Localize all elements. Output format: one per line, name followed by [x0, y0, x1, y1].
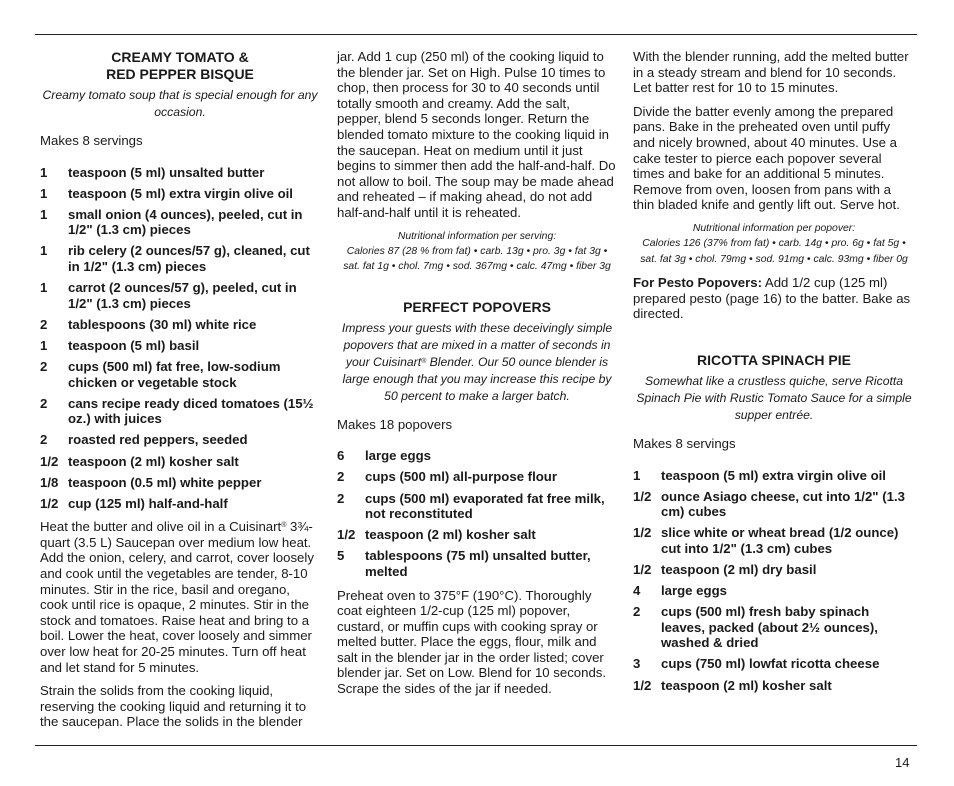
ricotta-intro: Somewhat like a crustless quiche, serve Ricotta Spinach Pie with Rustic Tomato Sauce for a simple supper entrée.	[636, 373, 912, 422]
ingredient-text: teaspoon (2 ml) kosher salt	[68, 453, 239, 469]
ingredient-quantity: 1/2	[633, 488, 652, 504]
column-2	[337, 49, 617, 697]
ingredient-quantity: 1	[40, 185, 48, 201]
ricotta-ingredient-list	[633, 468, 915, 694]
ingredient-item	[633, 525, 915, 556]
bisque-title	[40, 49, 320, 83]
ingredient-item	[40, 454, 320, 470]
bisque-title-line1: CREAMY TOMATO &	[111, 49, 249, 65]
ingredient-text: cups (750 ml) lowfat ricotta cheese	[661, 656, 880, 672]
pesto-popovers-label: For Pesto Popovers:	[633, 275, 762, 291]
ingredient-text: cups (500 ml) fresh baby spinach leaves, packed (about 2½ ounces), washed & dried	[661, 604, 878, 651]
ingredient-text: teaspoon (2 ml) dry basil	[661, 562, 817, 577]
ingredient-item	[633, 468, 915, 484]
ingredient-text: cups (500 ml) all-purpose flour	[365, 469, 557, 485]
ingredient-quantity: 1/8	[40, 474, 59, 490]
ingredient-item	[337, 527, 617, 543]
ingredient-item	[633, 656, 915, 672]
ingredient-quantity: 2	[633, 604, 641, 620]
ingredient-item	[40, 317, 320, 333]
column-1	[40, 49, 320, 730]
ingredient-item	[40, 359, 320, 390]
ingredient-item	[633, 489, 915, 520]
popovers-servings: Makes 18 popovers	[337, 416, 453, 432]
popovers-nutrition-heading: Nutritional information per popover:	[692, 222, 856, 234]
ingredient-text: teaspoon (2 ml) kosher salt	[365, 527, 536, 543]
popovers-nutrition	[633, 221, 915, 267]
ingredient-text: ounce Asiago cheese, cut into 1/2" (1.3 cm) cubes	[661, 488, 905, 520]
ingredient-item	[633, 562, 915, 578]
ingredient-item	[40, 432, 320, 448]
popovers-step-3: Divide the batter evenly among the prepared pans. Bake in the preheated oven until puffy and nicely browned, about 40 minutes. Use a cake tester to pierce each popover several times and bake for an additional 5 minutes. Remove from oven, loosen from pans with a thin bladed knife and gently lift out. Serve hot.	[633, 103, 900, 213]
ingredient-text: cups (500 ml) evaporated fat free milk, not reconstituted	[365, 490, 605, 522]
ingredient-quantity: 1	[633, 467, 641, 483]
registered-mark: ®	[421, 357, 427, 365]
ingredient-item	[633, 604, 915, 651]
ingredient-text: tablespoons (75 ml) unsalted butter, melted	[365, 548, 591, 579]
column-3	[633, 49, 915, 699]
ingredient-quantity: 1	[40, 280, 48, 296]
ingredient-item	[337, 491, 617, 522]
bisque-nutrition-heading: Nutritional information per serving:	[397, 230, 557, 242]
bottom-rule	[35, 745, 917, 746]
ingredient-quantity: 2	[40, 432, 48, 448]
ingredient-quantity: 1	[40, 164, 48, 180]
ingredient-quantity: 6	[337, 448, 345, 464]
ingredient-item	[40, 207, 320, 238]
ingredient-item	[40, 396, 320, 427]
ingredient-quantity: 2	[337, 490, 345, 506]
page-number: 14	[895, 755, 910, 770]
bisque-nutrition-values: Calories 87 (28 % from fat) • carb. 13g • pro. 3g • fat 3g • sat. fat 1g • chol. 7mg • sod. 367mg • calc. 47mg • fiber 3g	[343, 245, 611, 273]
bisque-step-1	[40, 519, 320, 675]
ingredient-item	[40, 165, 320, 181]
ingredient-text: small onion (4 ounces), peeled, cut in 1/2" (1.3 cm) pieces	[68, 206, 303, 238]
registered-mark: ®	[281, 522, 287, 530]
ingredient-text: teaspoon (2 ml) kosher salt	[661, 677, 832, 693]
ingredient-text: large eggs	[661, 583, 727, 599]
ingredient-text: carrot (2 ounces/57 g), peeled, cut in 1/2" (1.3 cm) pieces	[68, 280, 297, 311]
ingredient-quantity: 1	[40, 243, 48, 259]
ingredient-quantity: 1/2	[633, 562, 652, 577]
ingredient-quantity: 1	[40, 206, 48, 222]
popovers-intro	[337, 320, 617, 405]
ingredient-text: teaspoon (5 ml) extra virgin olive oil	[661, 467, 886, 483]
ingredient-item	[40, 338, 320, 354]
bisque-intro: Creamy tomato soup that is special enough for any occasion.	[42, 88, 318, 119]
ingredient-text: large eggs	[365, 448, 431, 464]
ingredient-text: slice white or wheat bread (1/2 ounce) cut into 1/2" (1.3 cm) cubes	[661, 525, 899, 556]
ingredient-text: rib celery (2 ounces/57 g), cleaned, cut in 1/2" (1.3 cm) pieces	[68, 243, 310, 275]
bisque-ingredient-list	[40, 165, 320, 512]
ingredient-item	[40, 280, 320, 311]
ingredient-quantity: 1/2	[633, 677, 652, 693]
ingredient-quantity: 1/2	[40, 453, 59, 469]
popovers-nutrition-values: Calories 126 (37% from fat) • carb. 14g • pro. 6g • fat 5g • sat. fat 3g • chol. 79mg • sod. 91mg • calc. 93mg • fiber 0g	[640, 238, 908, 265]
ingredient-text: roasted red peppers, seeded	[68, 432, 248, 448]
ingredient-quantity: 2	[40, 316, 48, 332]
ingredient-quantity: 2	[337, 469, 345, 485]
pesto-popovers-note	[633, 275, 915, 322]
ingredient-item	[40, 186, 320, 202]
ingredient-text: cups (500 ml) fat free, low-sodium chicken or vegetable stock	[68, 359, 281, 390]
ingredient-quantity: 1	[40, 337, 48, 353]
bisque-servings: Makes 8 servings	[40, 133, 143, 148]
ingredient-text: teaspoon (5 ml) extra virgin olive oil	[68, 185, 293, 201]
bisque-step-2-part2: jar. Add 1 cup (250 ml) of the cooking liquid to the blender jar. Set on High. Pulse 10 times to chop, then process for 30 to 40 seconds until totally smooth and creamy. Add the salt, pepper, blend 5 seconds longer. Return the blended tomato mixture to the cooking liquid in the saucepan. Heat on medium until it just begins to simmer then add the half-and-half. Do not allow to boil. The soup may be made ahead and reheated – if making ahead, do not add half-and-half until it is reheated.	[337, 49, 616, 220]
ingredient-text: cup (125 ml) half-and-half	[68, 495, 228, 511]
ingredient-text: cans recipe ready diced tomatoes (15½ oz.) with juices	[68, 395, 314, 427]
bisque-title-line2: RED PEPPER BISQUE	[106, 66, 254, 82]
ingredient-quantity: 2	[40, 359, 48, 375]
ingredient-text: teaspoon (0.5 ml) white pepper	[68, 474, 262, 490]
popovers-intro-rest: Blender. Our 50 ounce blender is large enough that you may increase this recipe by 50 percent to make a larger batch.	[342, 354, 612, 403]
ingredient-item	[633, 678, 915, 694]
ingredient-quantity: 1/2	[633, 525, 652, 541]
popovers-ingredient-list	[337, 448, 617, 579]
ingredient-item	[633, 583, 915, 599]
ingredient-quantity: 4	[633, 583, 641, 599]
pesto-popovers-text: Add 1/2 cup (125 ml) prepared pesto (page 16) to the batter. Bake as directed.	[633, 275, 911, 322]
ricotta-servings: Makes 8 servings	[633, 435, 736, 451]
ingredient-item	[40, 475, 320, 491]
top-rule	[35, 34, 917, 35]
ricotta-title: RICOTTA SPINACH PIE	[696, 351, 851, 368]
popovers-title: PERFECT POPOVERS	[403, 298, 551, 315]
ingredient-quantity: 2	[40, 395, 48, 411]
ingredient-quantity: 3	[633, 656, 641, 672]
ingredient-item	[337, 448, 617, 464]
ingredient-text: teaspoon (5 ml) basil	[68, 337, 200, 353]
ingredient-item	[337, 469, 617, 485]
ingredient-text: tablespoons (30 ml) white rice	[68, 316, 257, 332]
ingredient-item	[337, 548, 617, 579]
ingredient-quantity: 5	[337, 548, 345, 564]
popovers-step-1: Preheat oven to 375°F (190°C). Thoroughly coat eighteen 1/2-cup (125 ml) popover, custard, or muffin cups with cooking spray or melted butter. Place the eggs, flour, milk and salt in the blender jar in the order listed; cover blender jar. Set on Low. Blend for 10 seconds. Scrape the sides of the jar if needed.	[337, 587, 607, 697]
ingredient-text: teaspoon (5 ml) unsalted butter	[68, 164, 265, 180]
bisque-step-1-start: Heat the butter and olive oil in a Cuisinart	[40, 519, 282, 535]
ingredient-item	[40, 243, 320, 274]
bisque-step-1-rest: 3¾-quart (3.5 L) Saucepan over medium low heat. Add the onion, celery, and carrot, cover loosely and cook until the vegetables are tender, 8-10 minutes. Stir in the rice, basil and oregano, cook until rice is opaque, 2 minutes. Stir in the stock and tomatoes. Raise heat and bring to a boil. Lower the heat, cover loosely and simmer over low heat for 20-25 minutes. Turn off heat and let stand for 5 minutes.	[40, 519, 314, 675]
ingredient-quantity: 1/2	[40, 495, 59, 511]
popovers-intro-start: Impress your guests with these deceivingly simple popovers that are mixed in a matter of seconds in your Cuisinart	[341, 320, 613, 369]
popovers-step-2: With the blender running, add the melted butter in a steady stream and blend for 10 seconds. Let batter rest for 10 to 15 minutes.	[633, 49, 909, 96]
ingredient-quantity: 1/2	[337, 527, 356, 543]
ingredient-item	[40, 496, 320, 512]
bisque-step-2-part1: Strain the solids from the cooking liquid, reserving the cooking liquid and returning it to the saucepan. Place the solids in the blender	[40, 683, 307, 730]
bisque-nutrition	[337, 229, 617, 275]
